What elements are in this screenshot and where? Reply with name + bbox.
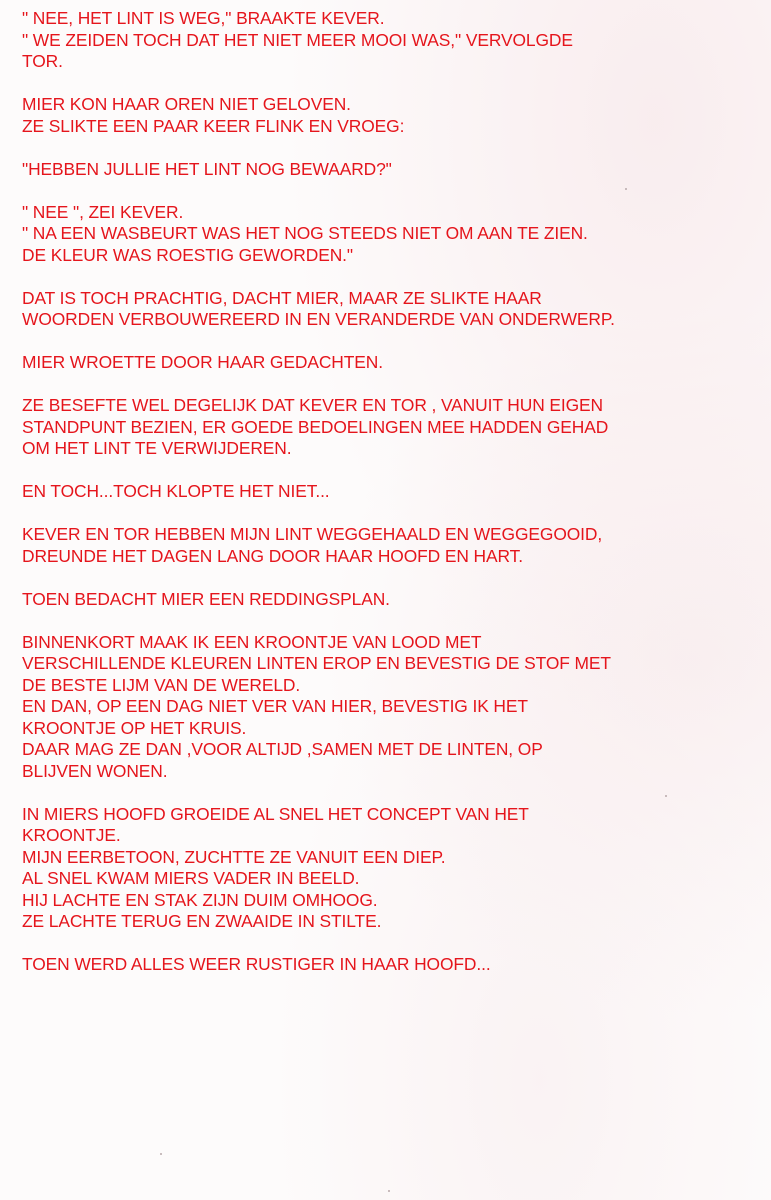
paragraph-13 (22, 954, 757, 976)
text-line: DREUNDE HET DAGEN LANG DOOR HAAR HOOFD EN HART. (22, 545, 523, 566)
paragraph-5 (22, 288, 757, 331)
paragraph-6 (22, 352, 757, 374)
text-line: DE KLEUR WAS ROESTIG GEWORDEN." (22, 244, 353, 265)
text-line: " NEE, HET LINT IS WEG," BRAAKTE KEVER. (22, 8, 385, 28)
paragraph-10 (22, 589, 757, 611)
text-line: MIJN EERBETOON, ZUCHTTE ZE VANUIT EEN DIEP. (22, 846, 446, 867)
text-line: ZE BESEFTE WEL DEGELIJK DAT KEVER EN TOR , VANUIT HUN EIGEN (22, 395, 603, 415)
text-line: VERSCHILLENDE KLEUREN LINTEN EROP EN BEVESTIG DE STOF MET (22, 653, 611, 673)
text-line: KROONTJE OP HET KRUIS. (22, 717, 247, 738)
paragraph-1 (22, 8, 757, 73)
paragraph-4 (22, 202, 757, 267)
text-line: TOEN WERD ALLES WEER RUSTIGER IN HAAR HOOFD... (22, 954, 491, 974)
text-line: ZE LACHTE TERUG EN ZWAAIDE IN STILTE. (22, 911, 382, 931)
text-line: " WE ZEIDEN TOCH DAT HET NIET MEER MOOI WAS," VERVOLGDE (22, 29, 573, 50)
text-line: MIER WROETTE DOOR HAAR GEDACHTEN. (22, 352, 383, 372)
paragraph-12 (22, 804, 757, 933)
text-line: HIJ LACHTE EN STAK ZIJN DUIM OMHOOG. (22, 889, 378, 910)
text-line: WOORDEN VERBOUWEREERD IN EN VERANDERDE VAN ONDERWERP. (22, 309, 615, 329)
story-text (22, 8, 757, 997)
text-line: EN TOCH...TOCH KLOPTE HET NIET... (22, 481, 330, 501)
text-line: DE BESTE LIJM VAN DE WERELD. (22, 674, 301, 695)
text-line: AL SNEL KWAM MIERS VADER IN BEELD. (22, 868, 360, 888)
text-line: "HEBBEN JULLIE HET LINT NOG BEWAARD?" (22, 158, 392, 179)
text-line: DAT IS TOCH PRACHTIG, DACHT MIER, MAAR ZE SLIKTE HAAR (22, 287, 542, 308)
text-line: KROONTJE. (22, 825, 121, 845)
text-line: IN MIERS HOOFD GROEIDE AL SNEL HET CONCEPT VAN HET (22, 803, 529, 824)
text-line: " NA EEN WASBEURT WAS HET NOG STEEDS NIET OM AAN TE ZIEN. (22, 223, 588, 243)
text-line: DAAR MAG ZE DAN ,VOOR ALTIJD ,SAMEN MET DE LINTEN, OP (22, 739, 543, 759)
paper-speck (160, 1153, 162, 1155)
text-line: TOR. (22, 51, 63, 71)
text-line: TOEN BEDACHT MIER EEN REDDINGSPLAN. (22, 588, 390, 609)
text-line: KEVER EN TOR HEBBEN MIJN LINT WEGGEHAALD EN WEGGEGOOID, (22, 524, 603, 544)
text-line: EN DAN, OP EEN DAG NIET VER VAN HIER, BEVESTIG IK HET (22, 696, 528, 716)
paragraph-2 (22, 94, 757, 137)
text-line: " NEE ", ZEI KEVER. (22, 201, 184, 222)
paragraph-3 (22, 159, 757, 181)
text-line: ZE SLIKTE EEN PAAR KEER FLINK EN VROEG: (22, 115, 405, 136)
text-line: MIER KON HAAR OREN NIET GELOVEN. (22, 94, 351, 114)
text-line: BLIJVEN WONEN. (22, 760, 168, 781)
text-line: BINNENKORT MAAK IK EEN KROONTJE VAN LOOD MET (22, 631, 482, 652)
text-line: OM HET LINT TE VERWIJDEREN. (22, 438, 292, 458)
paper-speck (388, 1190, 390, 1192)
paragraph-7 (22, 395, 757, 460)
paragraph-11 (22, 632, 757, 783)
paragraph-8 (22, 481, 757, 503)
text-line: STANDPUNT BEZIEN, ER GOEDE BEDOELINGEN MEE HADDEN GEHAD (22, 416, 609, 437)
paragraph-9 (22, 524, 757, 567)
